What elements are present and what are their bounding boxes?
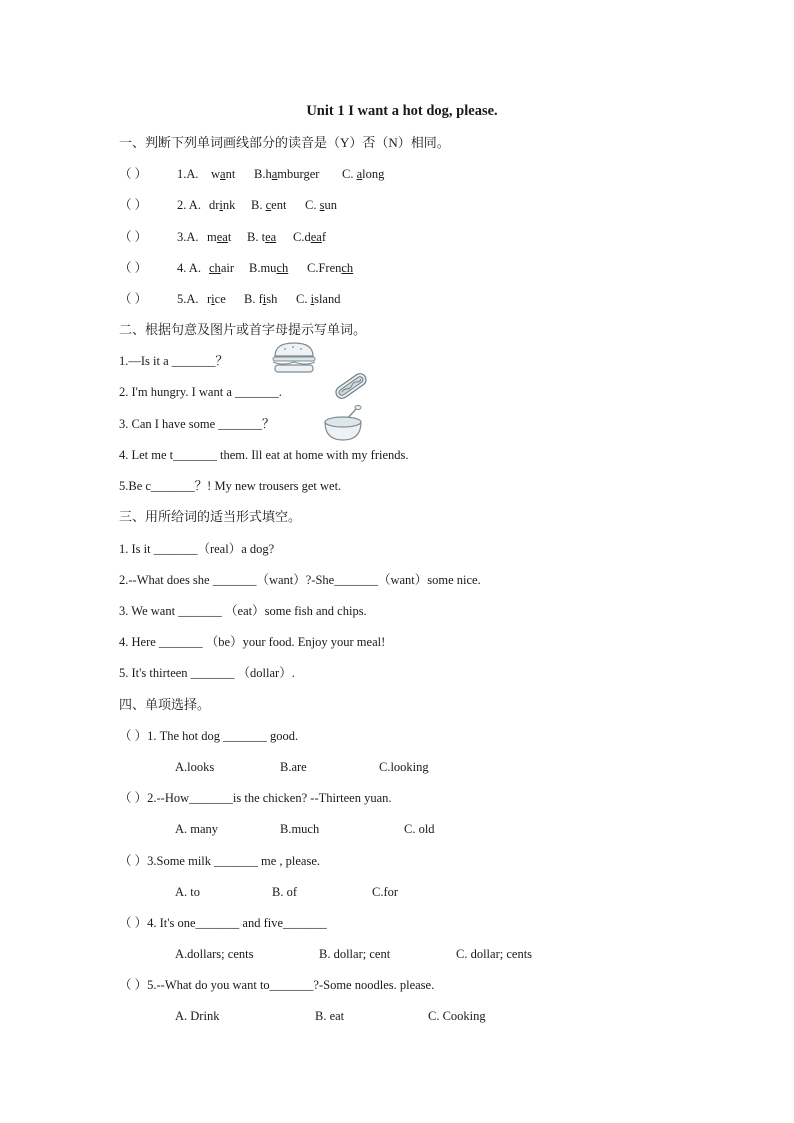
s4-q2-option-b: B.much <box>280 822 320 836</box>
s4-q4-option-c: C. dollar; cents <box>456 947 533 961</box>
s1-item-4: （ ） 4. A.chair B.much C.French <box>119 261 354 275</box>
s4-q4-option-b: B. dollar; cent <box>319 947 391 961</box>
s4-q1-option-b: B.are <box>280 760 307 774</box>
s1-item-3: （ ） 3.A.meat B. tea C.deaf <box>119 230 326 244</box>
hamburger-icon <box>270 340 318 376</box>
s1-item-2: （ ） 2. A.drink B. cent C. sun <box>119 198 337 212</box>
s4-q5-option-c: C. Cooking <box>428 1009 486 1023</box>
s3-item-2: 2.--What does she _______（want）?-She_______（want）some nice. <box>119 573 481 587</box>
page-title: Unit 1 I want a hot dog, please. <box>306 103 498 119</box>
section-4-heading: 四、单项选择。 <box>119 697 211 712</box>
soup-bowl-icon <box>322 404 364 444</box>
s3-item-1: 1. Is it _______（real）a dog? <box>119 542 275 556</box>
s4-q5-option-a: A. Drink <box>175 1009 220 1023</box>
answer-paren: （ ） <box>119 292 148 306</box>
s4-q3-option-c: C.for <box>372 885 399 899</box>
s4-q2-option-c: C. old <box>404 822 435 836</box>
section-1-heading: 一、判断下列单词画线部分的读音是（Y）否（N）相同。 <box>119 135 450 150</box>
answer-paren: （ ） <box>119 261 148 275</box>
s3-item-5: 5. It's thirteen _______ （dollar）. <box>119 666 295 680</box>
s4-question-2: （ ）2.--How_______is the chicken? --Thirteen yuan. <box>119 791 392 805</box>
s2-item-1: 1.—Is it a _______？ <box>119 354 229 368</box>
s4-q3-option-b: B. of <box>272 885 297 899</box>
s4-q5-option-b: B. eat <box>315 1009 345 1023</box>
s2-item-3: 3. Can I have some _______？ <box>119 417 275 431</box>
s1-item-5: （ ） 5.A.rice B. fish C. island <box>119 292 341 306</box>
s2-item-4: 4. Let me t_______ them. Ill eat at home with my friends. <box>119 448 409 462</box>
hot-dog-icon <box>332 371 370 401</box>
s4-question-5: （ ）5.--What do you want to_______?-Some noodles. please. <box>119 978 435 992</box>
s4-q1-option-c: C.looking <box>379 760 429 774</box>
s3-item-3: 3. We want _______ （eat）some fish and chips. <box>119 604 367 618</box>
s4-question-3: （ ）3.Some milk _______ me , please. <box>119 854 321 868</box>
section-2-heading: 二、根据句意及图片或首字母提示写单词。 <box>119 322 367 337</box>
answer-paren: （ ） <box>119 167 148 181</box>
answer-paren: （ ） <box>119 230 148 244</box>
s1-item-1: （ ） 1.A.want B.hamburger C. along <box>119 167 385 181</box>
s3-item-4: 4. Here _______ （be）your food. Enjoy your meal! <box>119 635 386 649</box>
section-3-heading: 三、用所给词的适当形式填空。 <box>119 509 302 524</box>
s2-item-5: 5.Be c_______？! My new trousers get wet. <box>119 479 342 493</box>
s4-question-1: （ ）1. The hot dog _______ good. <box>119 729 299 743</box>
s4-question-4: （ ）4. It's one_______ and five_______ <box>119 916 327 930</box>
s4-q4-option-a: A.dollars; cents <box>175 947 254 961</box>
s2-item-2: 2. I'm hungry. I want a _______. <box>119 385 282 399</box>
s4-q1-option-a: A.looks <box>175 760 215 774</box>
s4-q2-option-a: A. many <box>175 822 219 836</box>
answer-paren: （ ） <box>119 198 148 212</box>
s4-q3-option-a: A. to <box>175 885 200 899</box>
